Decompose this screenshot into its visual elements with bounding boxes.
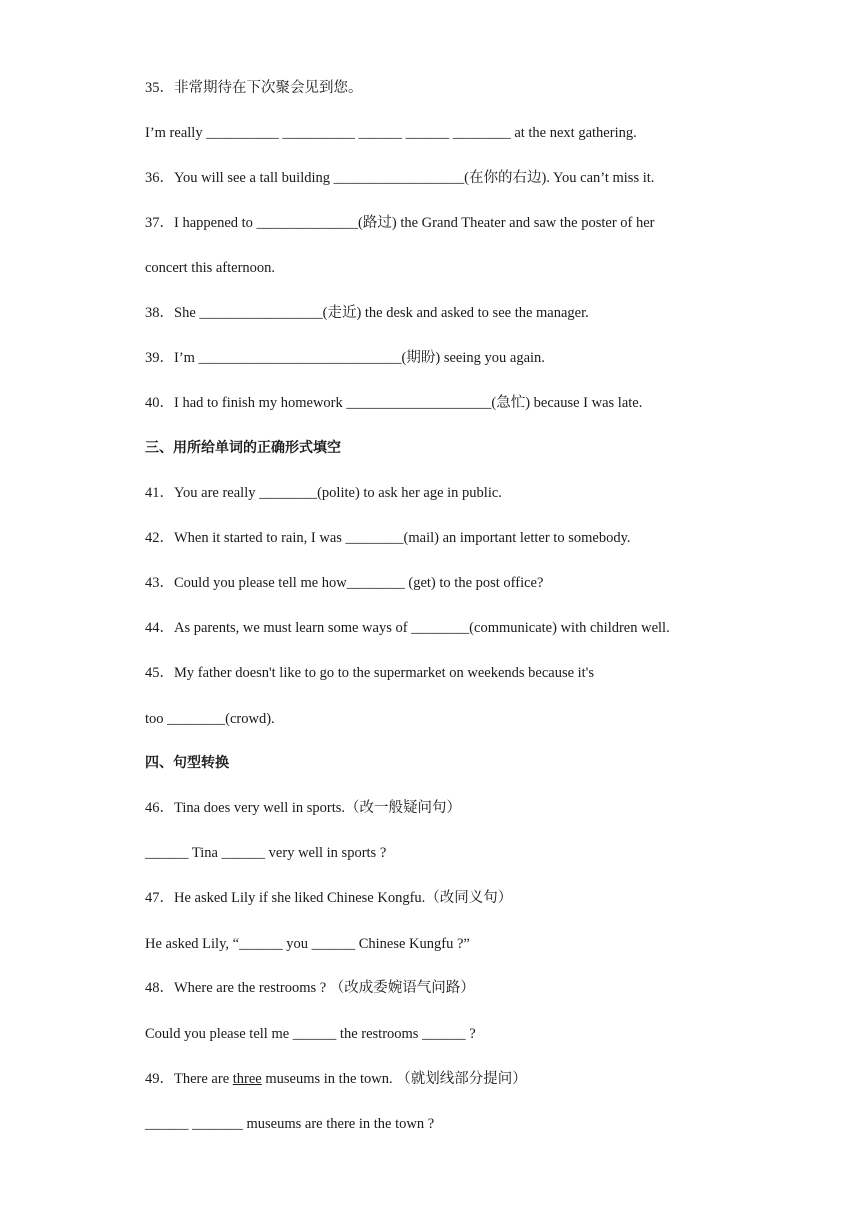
question-46-prompt: 46．Tina does very well in sports.（改一般疑问句） bbox=[145, 800, 462, 816]
question-35-prompt: 35．非常期待在下次聚会见到您。 bbox=[145, 80, 363, 96]
question-49-text-after: museums in the town. （就划线部分提问） bbox=[261, 1071, 527, 1087]
question-48-prompt: 48．Where are the restrooms ? （改成委婉语气问路） bbox=[145, 980, 475, 996]
question-49-answer-line: ______ _______ museums are there in the town ? bbox=[145, 1116, 435, 1132]
question-40: 40．I had to finish my homework ____________________(急忙) because I was late. bbox=[145, 395, 643, 411]
question-49-text-before: 49．There are bbox=[145, 1071, 233, 1087]
question-36: 36．You will see a tall building __________________(在你的右边). You can’t miss it. bbox=[145, 170, 655, 186]
question-43: 43．Could you please tell me how________ (get) to the post office? bbox=[145, 575, 544, 591]
question-38: 38．She _________________(走近) the desk and asked to see the manager. bbox=[145, 305, 589, 321]
section-3-heading: 三、用所给单词的正确形式填空 bbox=[145, 440, 341, 456]
question-47-prompt: 47．He asked Lily if she liked Chinese Kongfu.（改同义句） bbox=[145, 890, 513, 906]
question-49-underlined-word: three bbox=[232, 1071, 262, 1087]
question-45-line2: too ________(crowd). bbox=[145, 711, 275, 727]
question-46-answer-line: ______ Tina ______ very well in sports ? bbox=[145, 845, 387, 861]
question-37-line1: 37．I happened to ______________(路过) the Grand Theater and saw the poster of her bbox=[145, 215, 655, 231]
question-47-answer-line: He asked Lily, “______ you ______ Chinese Kungfu ?” bbox=[145, 936, 470, 952]
question-44: 44．As parents, we must learn some ways of ________(communicate) with children well. bbox=[145, 620, 670, 636]
question-48-answer-line: Could you please tell me ______ the restrooms ______ ? bbox=[145, 1026, 476, 1042]
question-35-answer-line: I’m really __________ __________ ______ ______ ________ at the next gathering. bbox=[145, 125, 637, 141]
question-49-prompt bbox=[145, 1069, 527, 1089]
question-37-line2: concert this afternoon. bbox=[145, 260, 276, 276]
section-4-heading: 四、句型转换 bbox=[145, 755, 229, 771]
question-45-line1: 45．My father doesn't like to go to the supermarket on weekends because it's bbox=[145, 665, 594, 681]
question-39: 39．I’m ____________________________(期盼) seeing you again. bbox=[145, 350, 545, 366]
question-41: 41．You are really ________(polite) to ask her age in public. bbox=[145, 485, 502, 501]
question-42: 42．When it started to rain, I was ________(mail) an important letter to somebody. bbox=[145, 530, 631, 546]
